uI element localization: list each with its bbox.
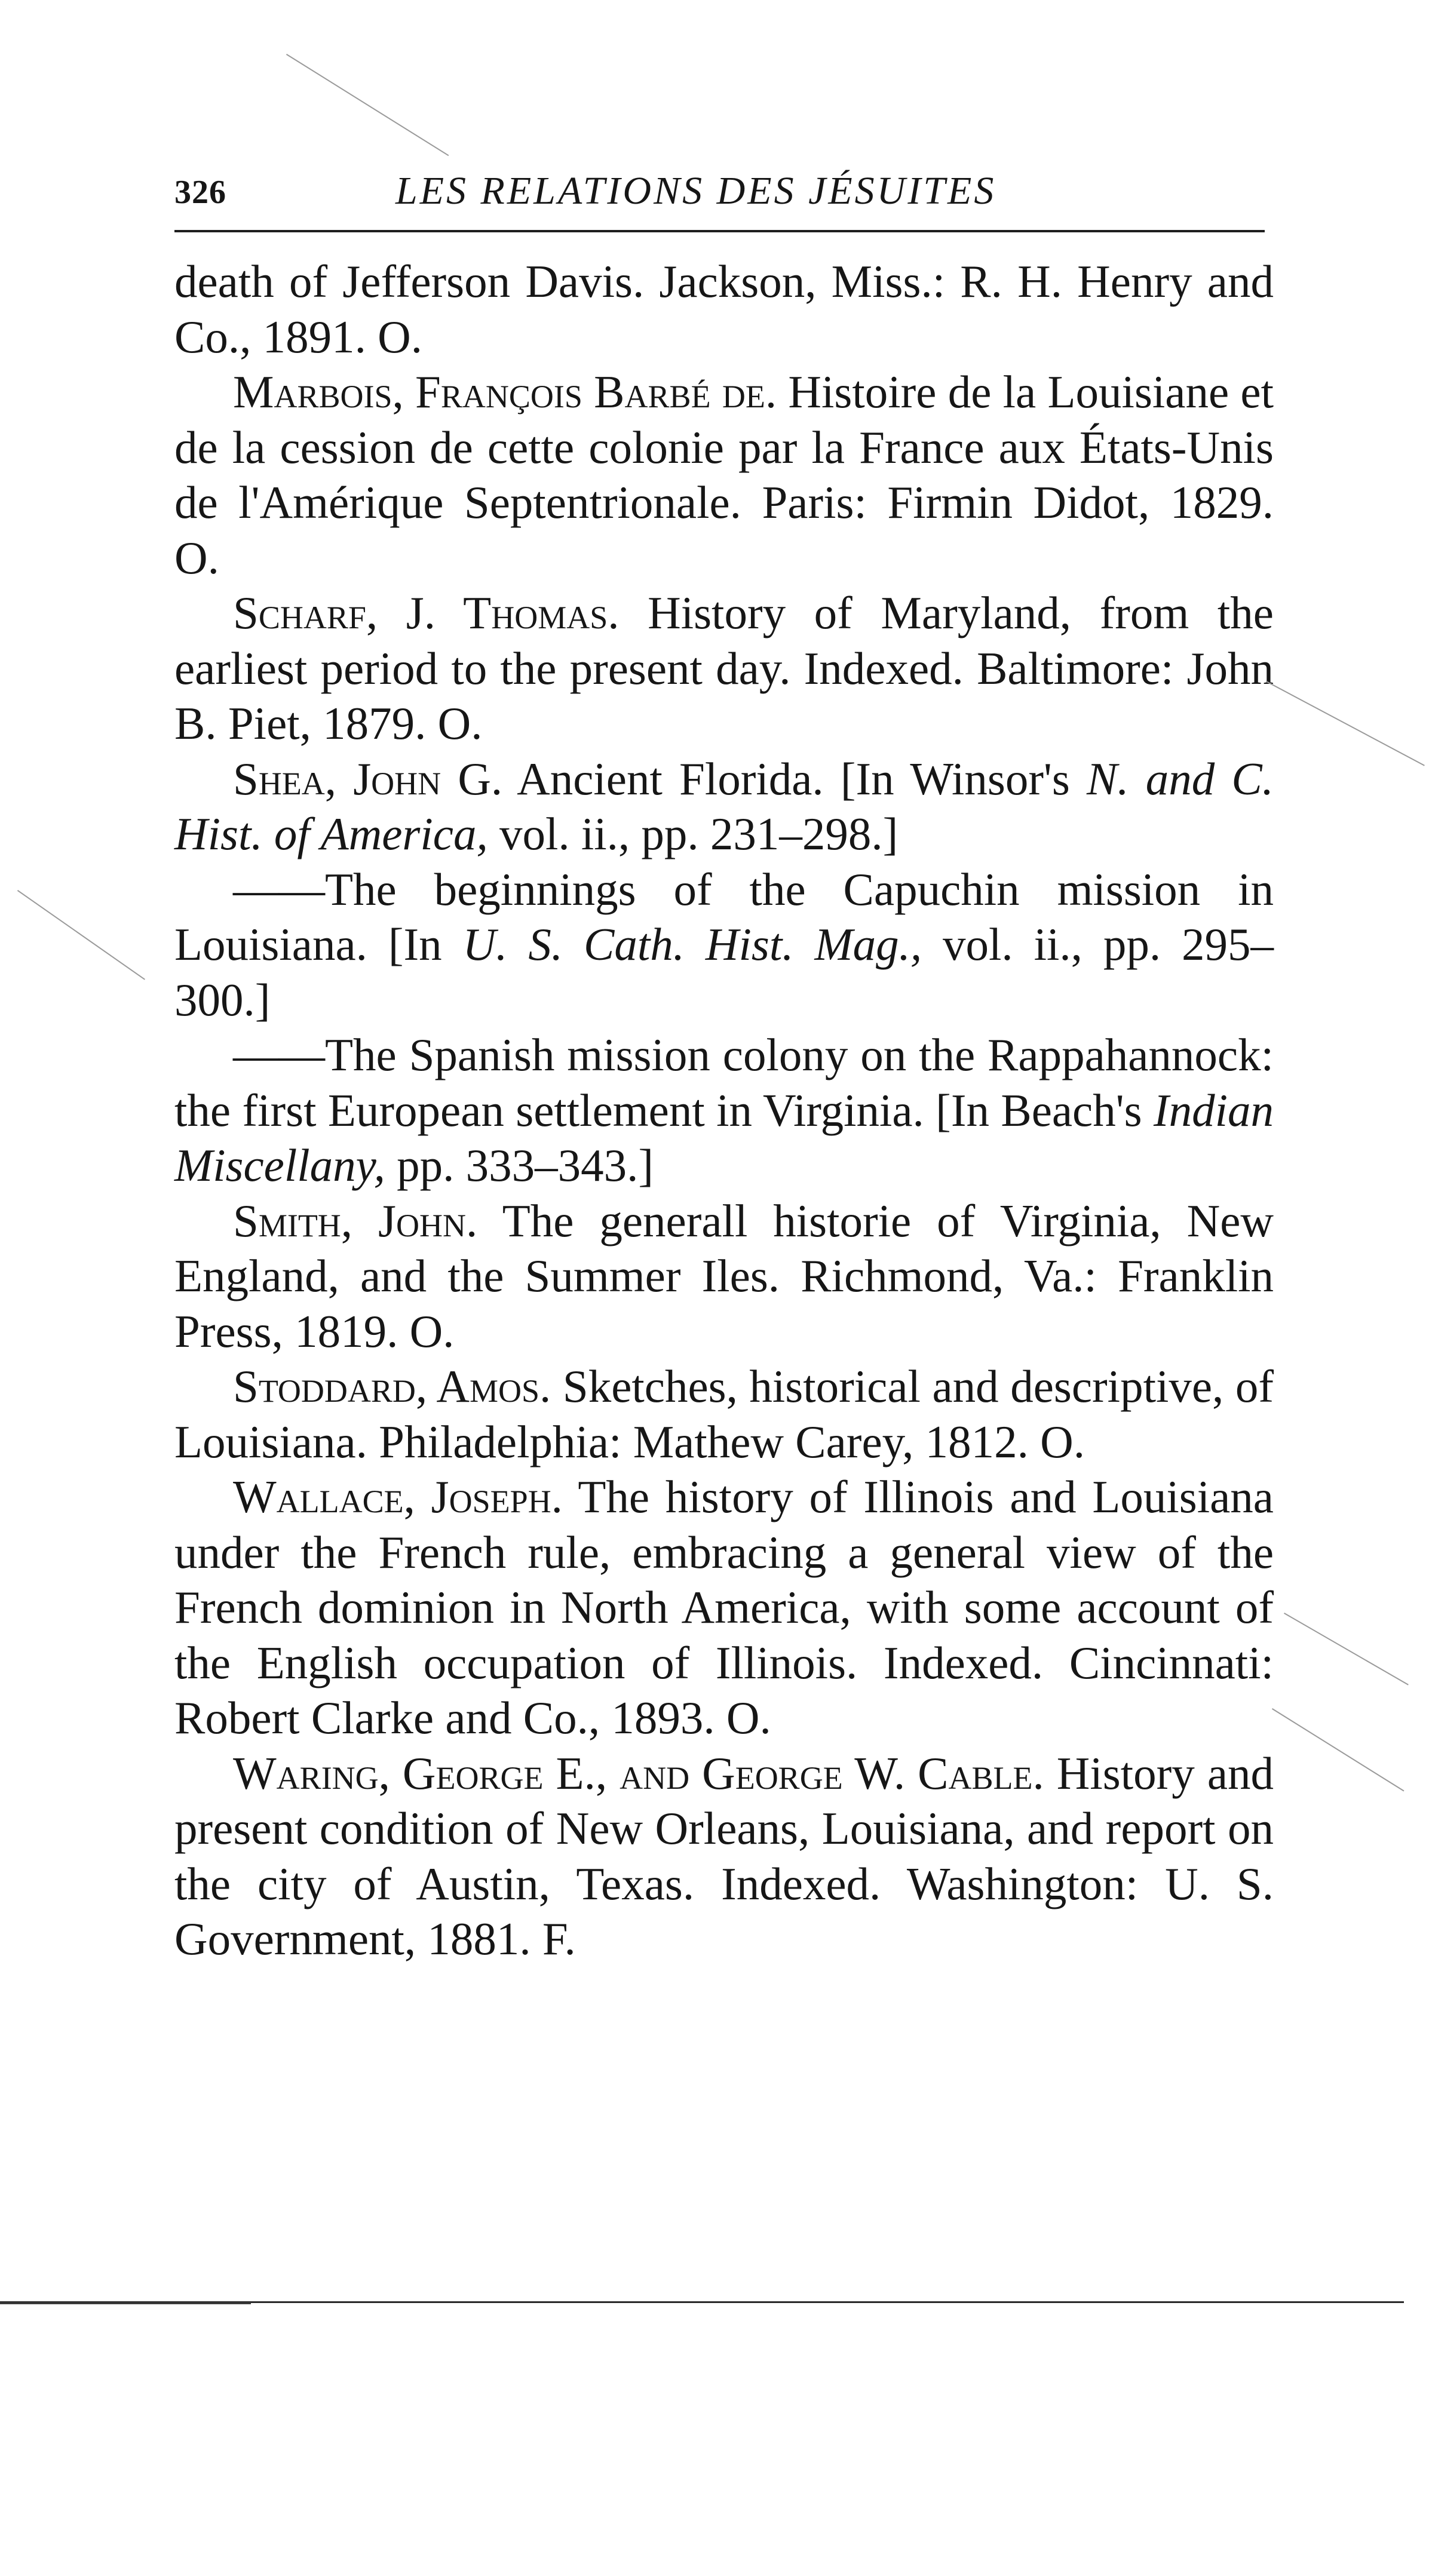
- bibliography-entry: [174, 254, 1274, 364]
- bibliography-entry: [174, 1027, 1274, 1193]
- scan-mark: [1284, 1613, 1409, 1685]
- page-header: [174, 162, 1274, 222]
- scan-mark: [17, 890, 145, 980]
- entry-text: History and present condition of New Orleans, Louisiana, and report on the city of Austin, Texas. Indexed. Washington: U. S. Government, 1881. F.: [174, 1747, 1274, 1964]
- scan-mark: [286, 54, 449, 156]
- entry-italic-title: U. S. Cath. Hist. Mag.,: [462, 919, 922, 970]
- entry-italic-title: Indian Miscellany,: [174, 1084, 1274, 1191]
- entry-author: Marbois, François Barbé de.: [233, 366, 777, 417]
- entry-italic-title: N. and C. Hist. of America,: [174, 753, 1274, 859]
- bibliography-entry: [174, 1469, 1274, 1746]
- entry-text: History of Maryland, from the earliest period to the present day. Indexed. Baltimore: John B. Piet, 1879. O.: [174, 587, 1274, 749]
- bottom-rule-left: [0, 2302, 251, 2304]
- scan-mark: [1272, 1708, 1405, 1791]
- entry-author: Scharf, J. Thomas.: [233, 587, 620, 638]
- bibliography-entry: [174, 1359, 1274, 1469]
- entry-text: The generall historie of Virginia, New England, and the Summer Iles. Richmond, Va.: Franklin Press, 1819. O.: [174, 1195, 1274, 1357]
- entry-text: ——The beginnings of the Capuchin mission in Louisiana. [In: [174, 863, 1274, 970]
- scan-mark: [1266, 681, 1425, 766]
- bibliography-list: [174, 254, 1274, 1967]
- page-number: 326: [174, 174, 226, 211]
- entry-text: pp. 333–343.]: [385, 1140, 654, 1191]
- bibliography-entry: [174, 1193, 1274, 1359]
- entry-author: Smith, John.: [233, 1195, 478, 1246]
- entry-text: ——The Spanish mission colony on the Rappahannock: the first European settlement in Virginia. [In Beach's: [174, 1029, 1274, 1136]
- bibliography-entry: [174, 862, 1274, 1028]
- entry-text: Sketches, historical and descriptive, of Louisiana. Philadelphia: Mathew Carey, 1812. O.: [174, 1361, 1274, 1467]
- header-rule: [174, 230, 1265, 232]
- bibliography-entry: [174, 585, 1274, 751]
- entry-text: vol. ii., pp. 231–298.]: [487, 808, 899, 859]
- bibliography-entry: [174, 364, 1274, 585]
- entry-text: Ancient Florida. [In Winsor's: [502, 753, 1087, 805]
- entry-text: vol. ii., pp. 295–300.]: [174, 919, 1274, 1026]
- entry-author: Shea, John G.: [233, 753, 503, 805]
- entry-author: Stoddard, Amos.: [233, 1361, 551, 1412]
- bibliography-entry: [174, 1746, 1274, 1967]
- entry-author: Wallace, Joseph.: [233, 1471, 563, 1522]
- entry-text: death of Jefferson Davis. Jackson, Miss.: R. H. Henry and Co., 1891. O.: [174, 256, 1274, 363]
- entry-text: The history of Illinois and Louisiana under the French rule, embracing a general view of the French dominion in North America, with some account of the English occupation of Illinois. Indexed. Cincinnati: Robert Clarke and Co., 1893. O.: [174, 1471, 1274, 1743]
- entry-text: Histoire de la Louisiane et de la cession de cette colonie par la France aux États-Unis de l'Amérique Septentrionale. Paris: Firmin Didot, 1829. O.: [174, 366, 1274, 584]
- running-head: LES RELATIONS DES JÉSUITES: [395, 169, 996, 213]
- entry-author: Waring, George E., and George W. Cable.: [233, 1747, 1044, 1799]
- bibliography-entry: [174, 751, 1274, 862]
